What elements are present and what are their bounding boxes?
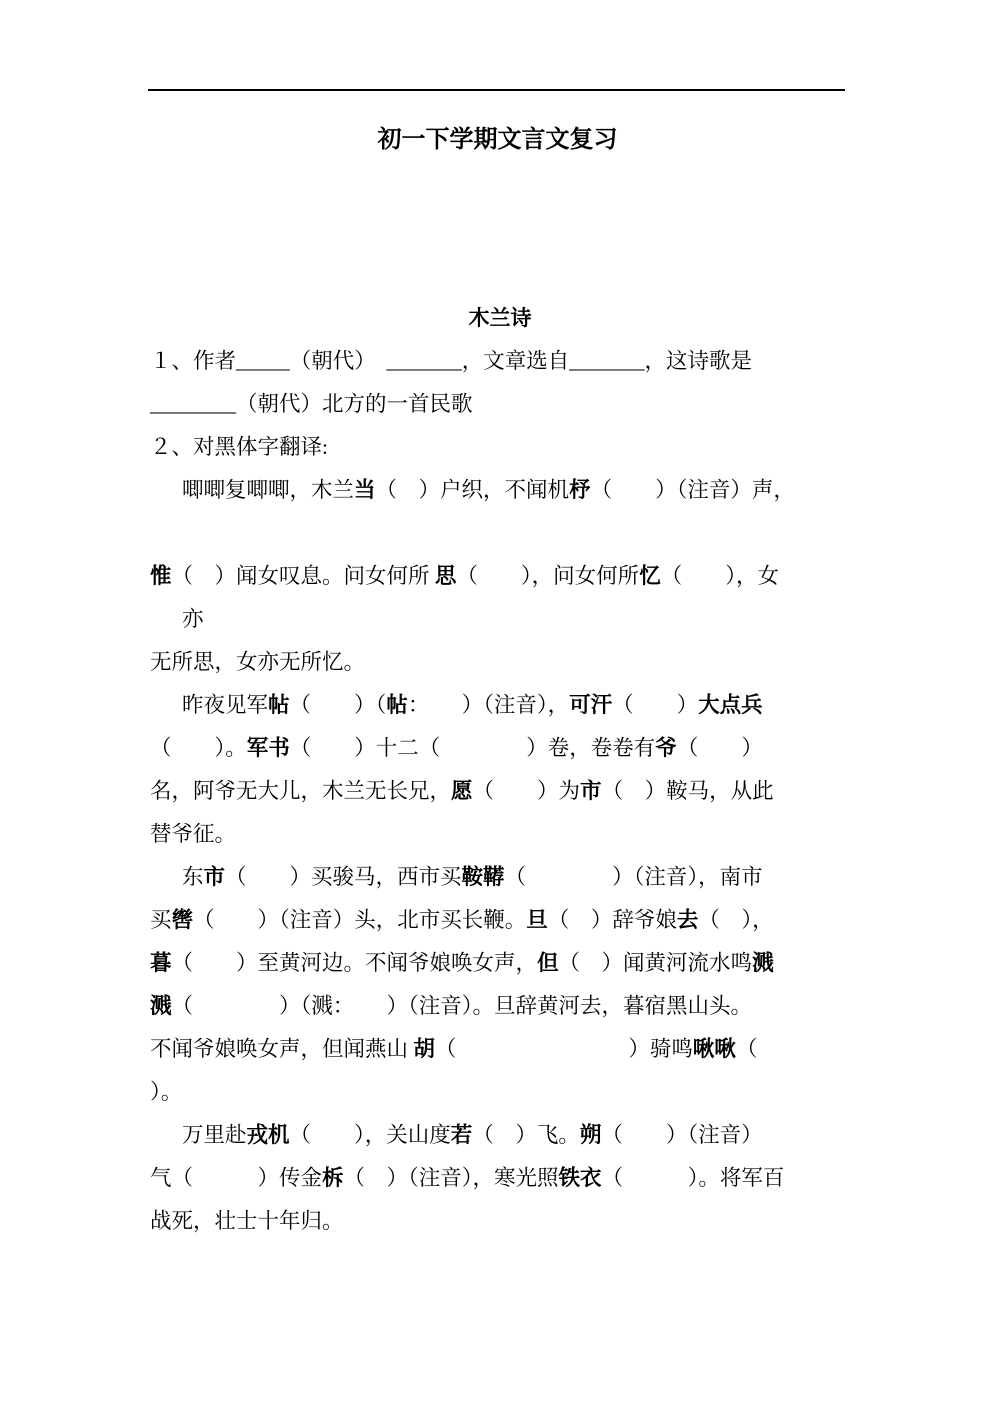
- bold-term: 愿: [451, 779, 473, 803]
- bold-term: 惟: [150, 564, 172, 588]
- bold-term: 柝: [322, 1166, 344, 1190]
- text-run: （ ），: [698, 908, 774, 932]
- text-run: （ ）: [676, 736, 763, 760]
- text-run: （ ），关山度: [289, 1123, 451, 1147]
- text-line: [150, 813, 850, 856]
- text-run: （ ）: [612, 693, 699, 717]
- text-run: 气（ ）传金: [150, 1166, 323, 1190]
- bold-term: 帖: [268, 693, 290, 717]
- bold-term: 思: [434, 564, 457, 588]
- bold-term: 忆: [639, 564, 661, 588]
- bold-term: 军书: [246, 736, 290, 760]
- bold-term: 若: [450, 1123, 473, 1147]
- page-title: 初一下学期文言文复习: [377, 127, 618, 153]
- text-line: [150, 856, 850, 899]
- text-run: 战死，壮士十年归。: [150, 1209, 344, 1233]
- bold-term: 可汗: [569, 693, 613, 717]
- text-line: [150, 985, 850, 1028]
- text-run: 万里赴: [182, 1123, 247, 1147]
- text-run: 替爷征。: [150, 822, 237, 846]
- text-run: ________（朝代）北方的一首民歌: [150, 392, 473, 416]
- bold-term: 溅: [752, 951, 774, 975]
- bold-term: 市: [203, 865, 226, 889]
- text-run: （ ）（注音），寒光照: [343, 1166, 559, 1190]
- text-run: （ ）买骏马，西市买: [225, 865, 462, 889]
- text-run: １、作者_____（朝代） _______，文章选自_______，这诗歌是: [150, 349, 753, 373]
- text-run: 唧唧复唧唧，木兰: [182, 478, 355, 502]
- bold-term: 戎机: [246, 1123, 290, 1147]
- bold-term: 爷: [655, 736, 677, 760]
- bold-term: 当: [354, 478, 376, 502]
- text-run: 买: [150, 908, 172, 932]
- text-run: （ ）（注音），南市: [504, 865, 763, 889]
- bold-term: 铁衣: [558, 1166, 602, 1190]
- bold-term: 鞍鞯: [461, 865, 505, 889]
- text-run: （ ）（溅： ）（注音）。旦辞黄河去，暮宿黑山头。: [171, 994, 753, 1018]
- text-run: （ ），问女何所: [456, 564, 640, 588]
- bold-term: 帖: [386, 693, 408, 717]
- text-line: [150, 598, 850, 641]
- text-line: [150, 1114, 850, 1157]
- bold-term: 暮: [150, 951, 172, 975]
- text-line: [150, 770, 850, 813]
- text-run: （ ）（注音）声，: [590, 478, 795, 502]
- bold-term: 去: [676, 908, 699, 932]
- text-line: [150, 555, 850, 598]
- text-run: （ ）户织，不闻机: [375, 478, 570, 502]
- text-run: （ ），女: [660, 564, 779, 588]
- text-run: （ ）十二（ ）卷，卷卷有: [289, 736, 656, 760]
- text-run: （: [735, 1037, 758, 1061]
- text-run: ２、对黑体字翻译:: [150, 435, 328, 459]
- text-run: （ ）闻女叹息。问女何所: [171, 564, 435, 588]
- text-run: （ ）辞爷娘: [547, 908, 677, 932]
- text-run: （ ）（: [289, 693, 387, 717]
- bold-term: 旦: [526, 908, 548, 932]
- text-line: [150, 383, 850, 426]
- text-line: [150, 641, 850, 684]
- bold-term: 大点兵: [698, 693, 763, 717]
- text-line: [150, 727, 850, 770]
- text-run: （ ）骑鸣: [434, 1037, 693, 1061]
- text-run: （ ）闻黄河流水鸣: [558, 951, 753, 975]
- text-line: [150, 426, 850, 469]
- text-run: （ ）鞍马，从此: [601, 779, 774, 803]
- text-line: [150, 1028, 850, 1071]
- text-line: [150, 1200, 850, 1243]
- bold-term: 辔: [171, 908, 194, 932]
- text-run: （ ）。: [150, 736, 247, 760]
- document-body: [150, 297, 850, 1243]
- bold-term: 胡: [413, 1037, 435, 1061]
- text-line: [150, 1071, 850, 1114]
- text-run: 无所思，女亦无所忆。: [150, 650, 366, 674]
- bold-term: 但: [537, 951, 559, 975]
- text-line: [150, 512, 850, 555]
- bold-term: 朔: [579, 1123, 602, 1147]
- bold-term: 啾啾: [692, 1037, 736, 1061]
- text-run: ： ）（注音），: [407, 693, 570, 717]
- text-run: （ ）（注音）头，北市买长鞭。: [193, 908, 527, 932]
- text-run: 不闻爷娘唤女声，但闻燕山: [150, 1037, 414, 1061]
- text-run: （ ）。将军百: [601, 1166, 785, 1190]
- text-run: 东: [182, 865, 204, 889]
- text-run: （ ）（注音）: [601, 1123, 763, 1147]
- section-title: 木兰诗: [468, 306, 532, 330]
- text-line: [150, 469, 850, 512]
- text-lines: [150, 340, 850, 1243]
- text-run: （ ）飞。: [472, 1123, 580, 1147]
- text-line: [150, 899, 850, 942]
- text-line: [150, 942, 850, 985]
- text-run: 昨夜见军: [182, 693, 269, 717]
- header-rule: [148, 89, 845, 91]
- bold-term: 杼: [569, 478, 591, 502]
- bold-term: 市: [580, 779, 602, 803]
- text-run: 名，阿爷无大儿，木兰无长兄，: [150, 779, 452, 803]
- text-run: ）。: [150, 1080, 183, 1104]
- text-line: [150, 684, 850, 727]
- bold-term: 溅: [150, 994, 172, 1018]
- text-run: （ ）至黄河边。不闻爷娘唤女声，: [171, 951, 538, 975]
- text-run: （ ）为: [472, 779, 581, 803]
- text-line: [150, 1157, 850, 1200]
- text-run: 亦: [182, 607, 204, 631]
- text-line: [150, 340, 850, 383]
